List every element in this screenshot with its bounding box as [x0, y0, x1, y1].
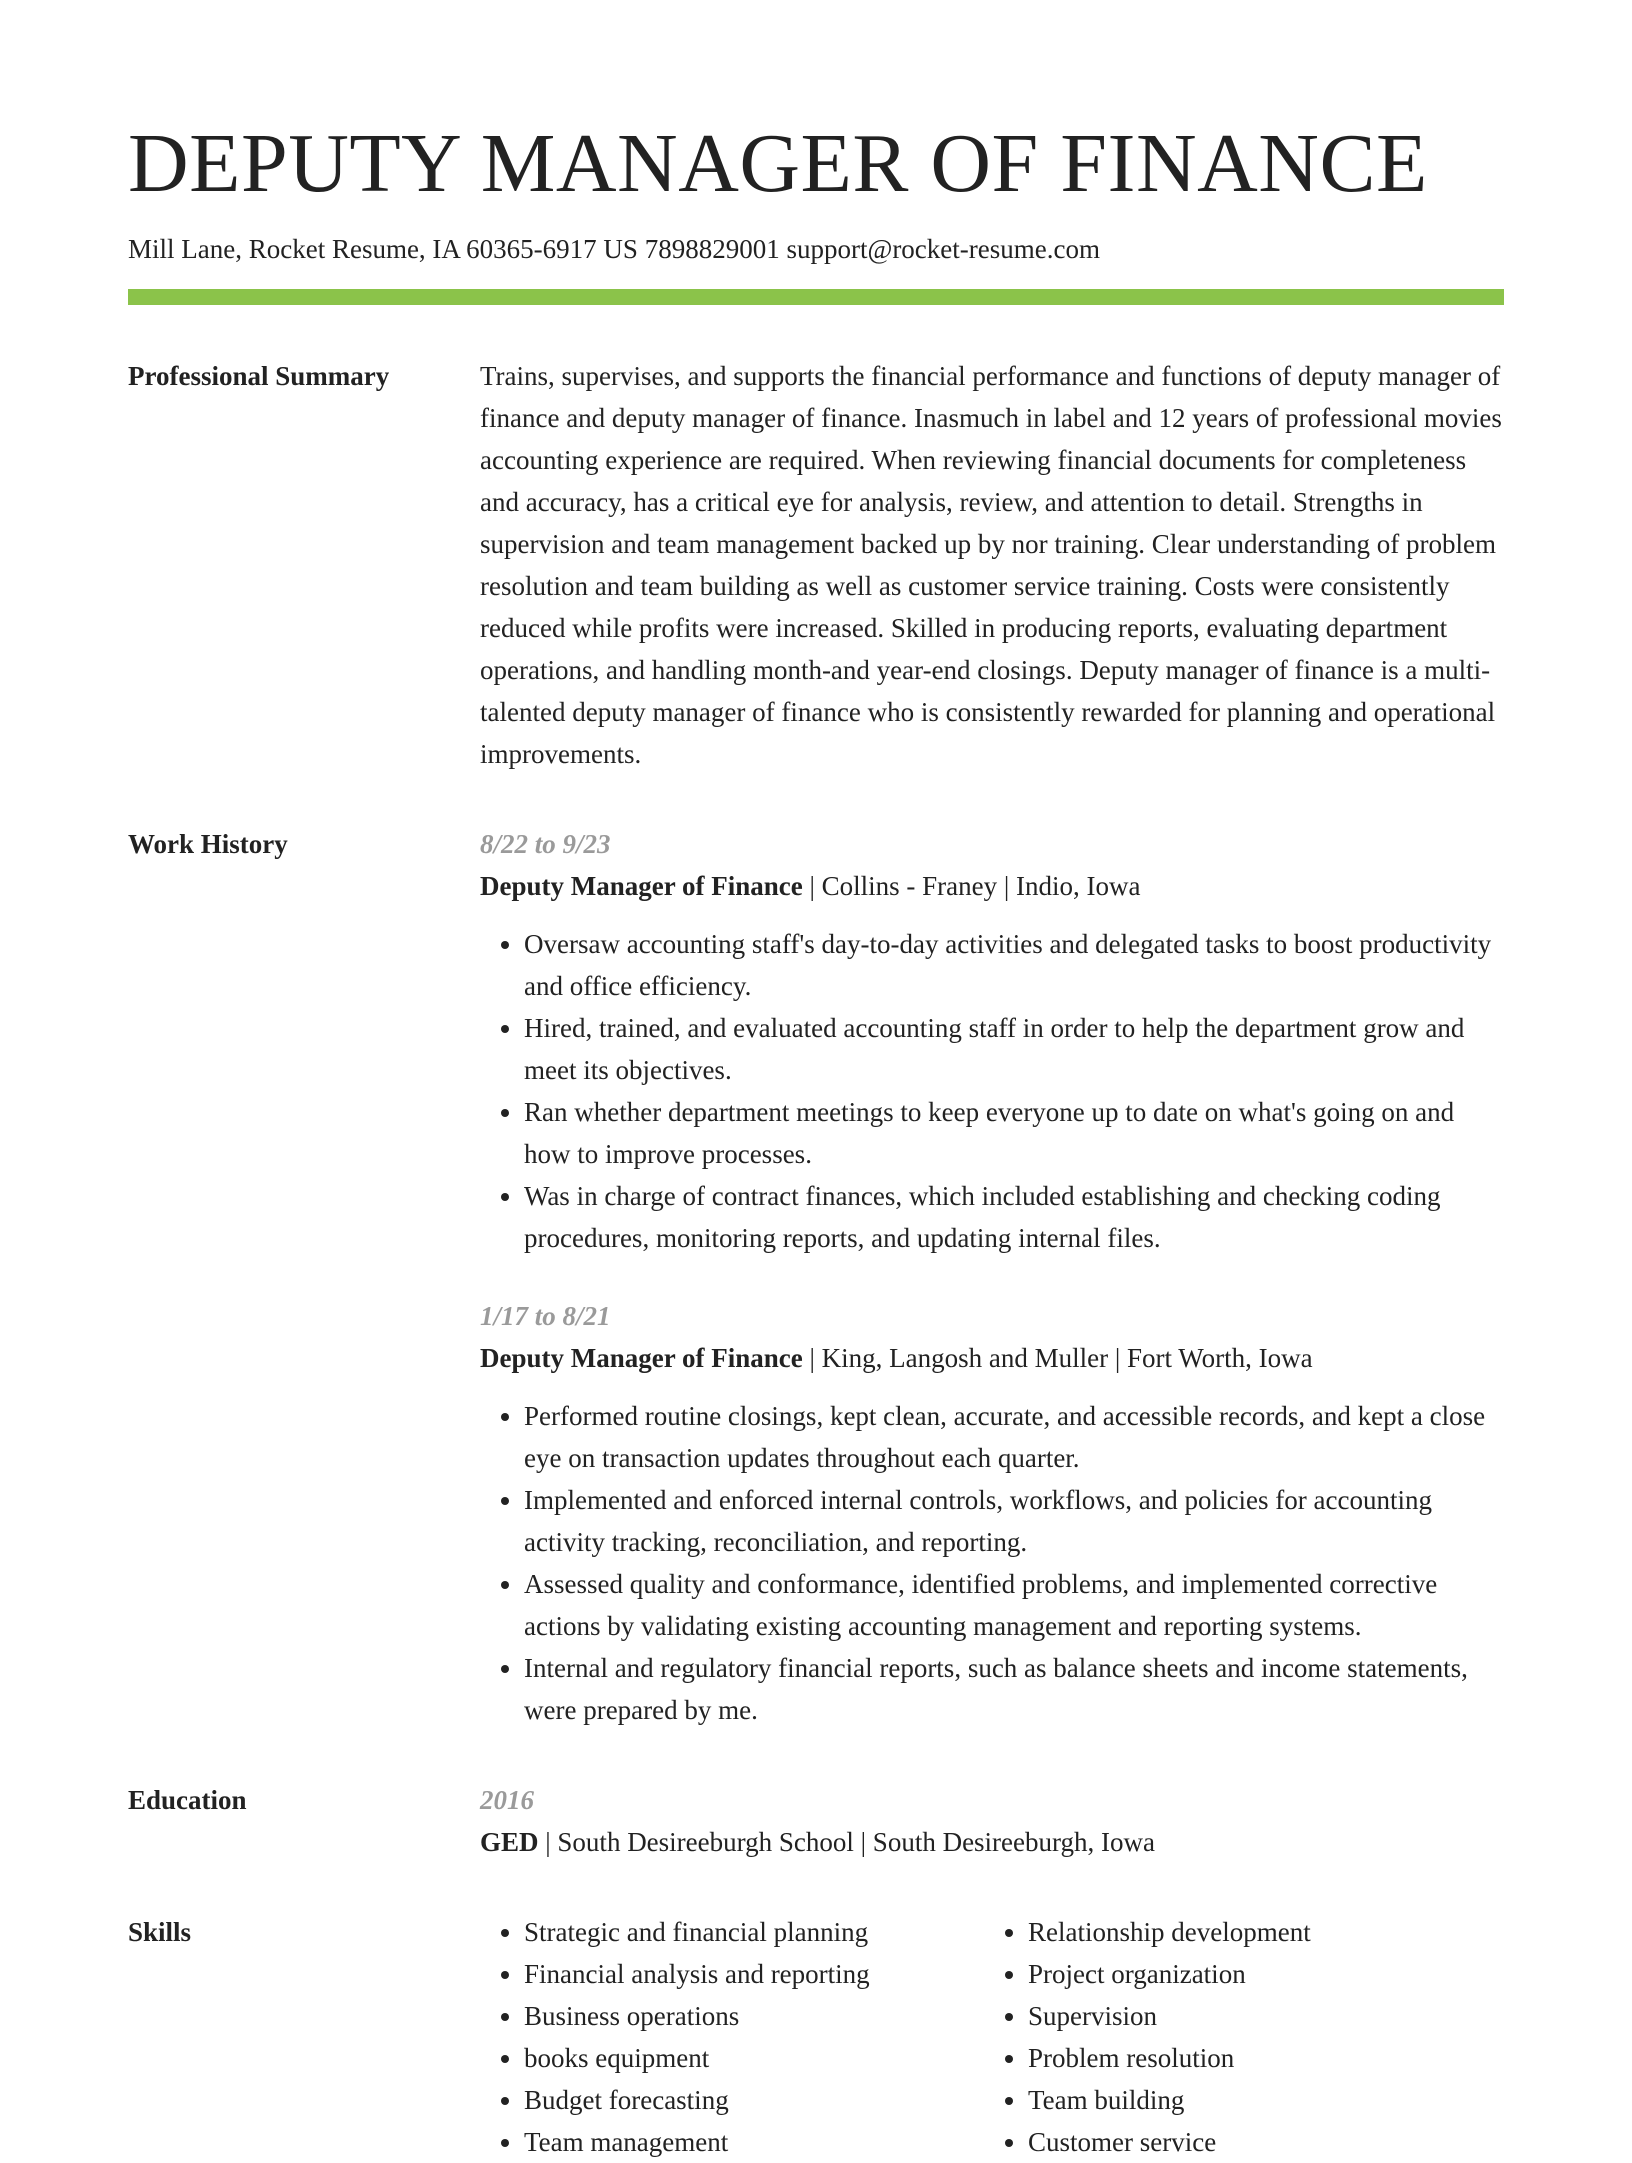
job-bullet: • Oversaw accounting staff's day-to-day activities and delegated tasks to boost productivity and office efficiency.	[524, 923, 1504, 1007]
summary-heading: Professional Summary	[128, 361, 390, 392]
skill-item: • Strategic and financial planning	[524, 1911, 984, 1953]
contact-line	[128, 232, 1504, 267]
work-history-section	[128, 823, 1504, 1731]
skill-item: • Team management	[524, 2121, 984, 2163]
skill-item: • Team building	[1028, 2079, 1488, 2121]
work-history-heading: Work History	[128, 829, 288, 860]
education-degree: GED	[480, 1827, 539, 1858]
skills-section	[128, 1911, 1504, 2163]
skills-list-left	[480, 1911, 984, 2163]
job-bullet: • Ran whether department meetings to keep everyone up to date on what's going on and how to improve processes.	[524, 1091, 1504, 1175]
contact-email: support@rocket-resume.com	[786, 234, 1100, 265]
skills-list-right	[984, 1911, 1488, 2163]
education-school: | South Desireeburgh School | South Desireeburgh, Iowa	[538, 1827, 1155, 1858]
education-heading: Education	[128, 1785, 247, 1816]
job-dates: 8/22 to 9/23	[480, 829, 611, 860]
skill-item: • Business operations	[524, 1995, 984, 2037]
skill-item: • Project organization	[1028, 1953, 1488, 1995]
education-line	[480, 1821, 1504, 1863]
skill-item: • Supervision	[1028, 1995, 1488, 2037]
job-dates: 1/17 to 8/21	[480, 1301, 611, 1332]
resume-page	[128, 118, 1504, 2163]
header-divider	[128, 289, 1504, 305]
job-bullets	[480, 1395, 1504, 1731]
job-bullet: • Implemented and enforced internal controls, workflows, and policies for accounting activity tracking, reconciliation, and reporting.	[524, 1479, 1504, 1563]
contact-phone: 7898829001	[644, 234, 780, 265]
skill-item: • Problem resolution	[1028, 2037, 1488, 2079]
skill-item: • Customer service	[1028, 2121, 1488, 2163]
job-entry	[480, 1295, 1504, 1731]
job-bullet: • Hired, trained, and evaluated accounting staff in order to help the department grow and meet its objectives.	[524, 1007, 1504, 1091]
job-role: Deputy Manager of Finance	[480, 1343, 803, 1374]
skills-columns	[480, 1911, 1504, 2163]
skills-heading: Skills	[128, 1917, 192, 1948]
job-role: Deputy Manager of Finance	[480, 871, 803, 902]
job-bullet: • Performed routine closings, kept clean, accurate, and accessible records, and kept a close eye on transaction updates throughout each quarter.	[524, 1395, 1504, 1479]
job-company: | King, Langosh and Muller | Fort Worth, Iowa	[802, 1343, 1313, 1374]
summary-section	[128, 355, 1504, 775]
resume-title: DEPUTY MANAGER OF FINANCE	[128, 117, 1428, 210]
skill-item: • Budget forecasting	[524, 2079, 984, 2121]
job-bullet: • Was in charge of contract finances, which included establishing and checking coding procedures, monitoring reports, and updating internal files.	[524, 1175, 1504, 1259]
job-line	[480, 1337, 1504, 1379]
education-year: 2016	[480, 1785, 534, 1816]
contact-address: Mill Lane, Rocket Resume, IA 60365-6917 US	[128, 234, 638, 265]
skill-item: • Financial analysis and reporting	[524, 1953, 984, 1995]
job-bullet: • Assessed quality and conformance, identified problems, and implemented corrective actions by validating existing accounting management and reporting systems.	[524, 1563, 1504, 1647]
education-section	[128, 1779, 1504, 1863]
skill-item: • books equipment	[524, 2037, 984, 2079]
job-bullet: • Internal and regulatory financial reports, such as balance sheets and income statements, were prepared by me.	[524, 1647, 1504, 1731]
skill-item: • Relationship development	[1028, 1911, 1488, 1953]
job-line	[480, 865, 1504, 907]
job-entry	[480, 823, 1504, 1259]
summary-text: Trains, supervises, and supports the financial performance and functions of deputy manager of finance and deputy manager of finance. Inasmuch in label and 12 years of professional movies accounting experience are required. When reviewing financial documents for completeness and accuracy, has a critical eye for analysis, review, and attention to detail. Strengths in supervision and team management backed up by nor training. Clear understanding of problem resolution and team building as well as customer service training. Costs were consistently reduced while profits were increased. Skilled in producing reports, evaluating department operations, and handling month-and year-end closings. Deputy manager of finance is a multi-talented deputy manager of finance who is consistently rewarded for planning and operational improvements.	[480, 361, 1502, 770]
job-company: | Collins - Franey | Indio, Iowa	[802, 871, 1141, 902]
job-bullets	[480, 923, 1504, 1259]
